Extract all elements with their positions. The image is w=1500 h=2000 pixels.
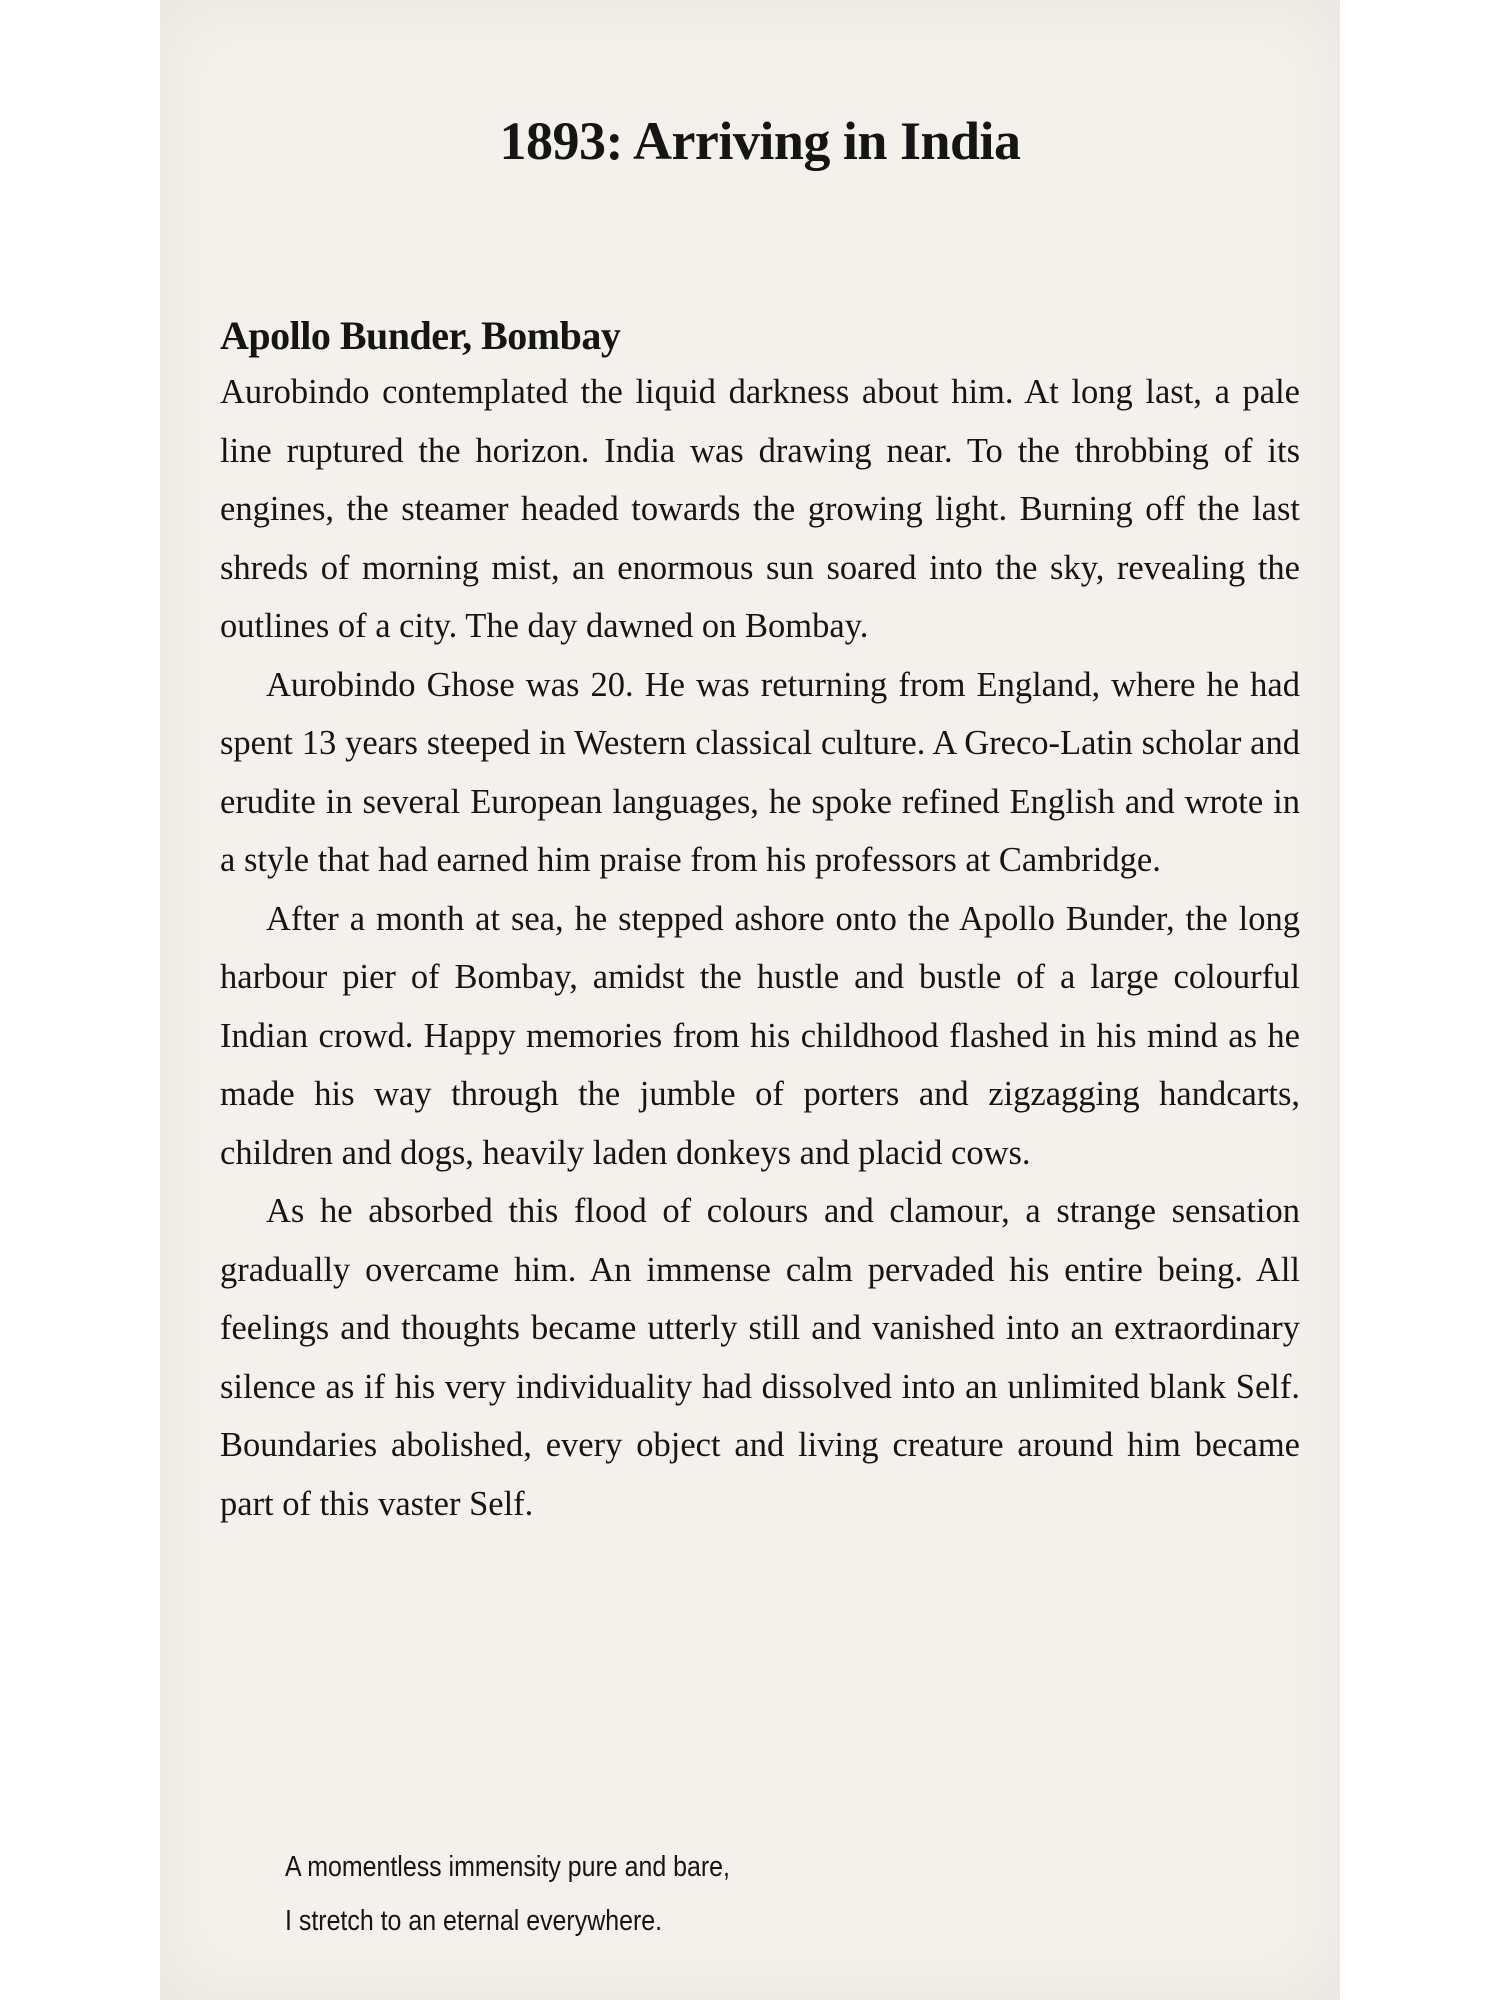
poem-line-2: I stretch to an eternal everywhere.: [285, 1905, 663, 1937]
chapter-title: 1893: Arriving in India: [499, 111, 1021, 171]
poem-quote: [285, 1840, 730, 1948]
paragraph-4: As he absorbed this flood of colours and clamour, a strange sensation gradually overcame him. An immense calm pervaded his entire being. All feelings and thoughts became utterly still and vanished into an extraordinary silence as if his very individuality had dissolved into an unlimited blank Self. Boundaries abolished, every object and living creature around him became part of this vaster Self.: [220, 1192, 1300, 1523]
book-page: [160, 0, 1340, 2000]
section-heading: Apollo Bunder, Bombay: [220, 313, 621, 358]
paragraph-2: Aurobindo Ghose was 20. He was returning from England, where he had spent 13 years steeped in Western classical culture. A Greco-Latin scholar and erudite in several European languages, he spoke refined English and wrote in a style that had earned him praise from his professors at Cambridge.: [220, 665, 1300, 879]
paragraph-3: After a month at sea, he stepped ashore onto the Apollo Bunder, the long harbour pier of Bombay, amidst the hustle and bustle of a large colourful Indian crowd. Happy memories from his childhood flashed in his mind as he made his way through the jumble of porters and zigzagging handcarts, children and dogs, heavily laden donkeys and placid cows.: [220, 899, 1300, 1172]
poem-line-1: A momentless immensity pure and bare,: [285, 1851, 730, 1883]
paragraph-1: Aurobindo contemplated the liquid darkness about him. At long last, a pale line ruptured the horizon. India was drawing near. To the throbbing of its engines, the steamer headed towards the growing light. Burning off the last shreds of morning mist, an enormous sun soared into the sky, revealing the outlines of a city. The day dawned on Bombay.: [220, 373, 1300, 645]
page-content: [220, 110, 1300, 1533]
